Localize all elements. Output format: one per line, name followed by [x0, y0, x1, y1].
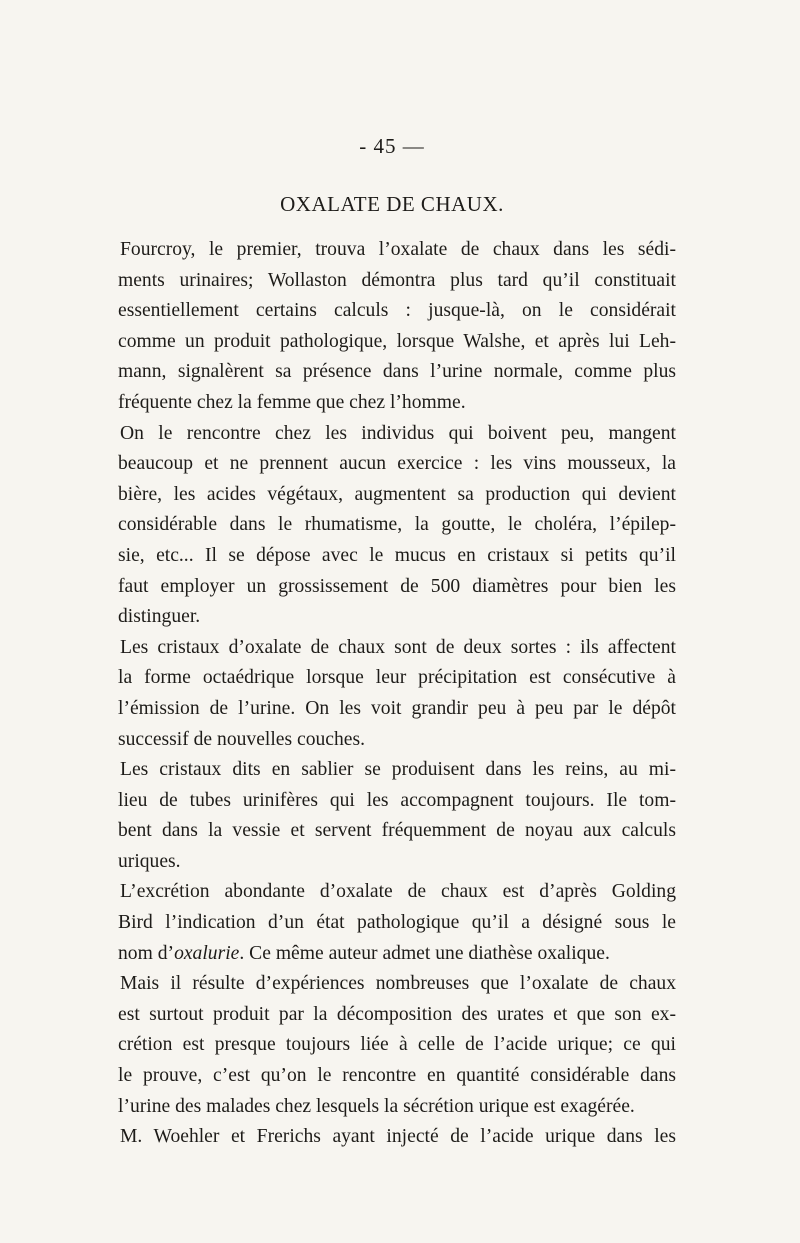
text-line: distinguer. [118, 606, 201, 628]
text-line: On le rencontre chez les individus qui boivent peu, mangent [120, 422, 676, 444]
paragraph-2 [118, 419, 676, 633]
italic-term: oxalurie [174, 942, 240, 964]
text-line: Mais il résulte d’expériences nombreuses que l’oxalate de chaux [120, 973, 676, 995]
text-line: Les cristaux dits en sablier se produisent dans les reins, au mi- [120, 759, 676, 781]
text-line: fréquente chez la femme que chez l’homme. [118, 391, 466, 413]
text-line: l’émission de l’urine. On les voit grandir peu à peu par le dépôt [118, 697, 676, 719]
text-line: considérable dans le rhumatisme, la goutte, le choléra, l’épilep- [118, 514, 676, 536]
text-line: crétion est presque toujours liée à celle de l’acide urique; ce qui [118, 1034, 676, 1056]
text-fragment: . Ce même auteur admet une diathèse oxalique. [239, 942, 610, 964]
text-line: lieu de tubes urinifères qui les accompagnent toujours. Ile tom- [118, 789, 676, 811]
paragraph-4 [118, 755, 676, 877]
paragraph-6 [118, 969, 676, 1122]
text-line: bent dans la vessie et servent fréquemment de noyau aux calculs [118, 820, 676, 842]
paragraph-7 [118, 1122, 676, 1153]
text-line: ments urinaires; Wollaston démontra plus tard qu’il constituait [118, 269, 676, 291]
text-line: L’excrétion abondante d’oxalate de chaux est d’après Golding [120, 881, 676, 903]
text-line: essentiellement certains calculs : jusque-là, on le considérait [118, 300, 676, 322]
paragraph-3 [118, 633, 676, 755]
text-line: Les cristaux d’oxalate de chaux sont de deux sortes : ils affectent [120, 636, 676, 658]
text-line: M. Woehler et Frerichs ayant injecté de l’acide urique dans les [120, 1126, 676, 1148]
text-fragment: nom d’ [118, 942, 175, 964]
page-number: - 45 — [359, 134, 425, 158]
text-line: bière, les acides végétaux, augmentent sa production qui devient [118, 483, 676, 505]
text-line: mann, signalèrent sa présence dans l’urine normale, comme plus [118, 361, 676, 383]
paragraph-5 [118, 877, 676, 969]
text-line: faut employer un grossissement de 500 diamètres pour bien les [118, 575, 676, 597]
text-line: l’urine des malades chez lesquels la sécrétion urique est exagérée. [118, 1095, 635, 1117]
text-line: Bird l’indication d’un état pathologique qu’il a désigné sous le [118, 912, 676, 934]
paragraph-1 [118, 235, 676, 419]
text-line-with-italic [118, 939, 676, 970]
text-line: est surtout produit par la décomposition des urates et que son ex- [118, 1003, 676, 1025]
text-line: la forme octaédrique lorsque leur précipitation est consécutive à [118, 667, 676, 689]
chapter-title: OXALATE DE CHAUX. [280, 192, 504, 216]
text-line: sie, etc... Il se dépose avec le mucus en cristaux si petits qu’il [118, 544, 676, 566]
text-line: uriques. [118, 850, 181, 872]
text-line: beaucoup et ne prennent aucun exercice : les vins mousseux, la [118, 453, 676, 475]
body-text [118, 235, 676, 1153]
text-line: Fourcroy, le premier, trouva l’oxalate de chaux dans les sédi- [120, 239, 676, 260]
text-line: le prouve, c’est qu’on le rencontre en quantité considérable dans [118, 1065, 676, 1087]
text-line: successif de nouvelles couches. [118, 728, 366, 750]
text-line: comme un produit pathologique, lorsque Walshe, et après lui Leh- [118, 330, 676, 352]
